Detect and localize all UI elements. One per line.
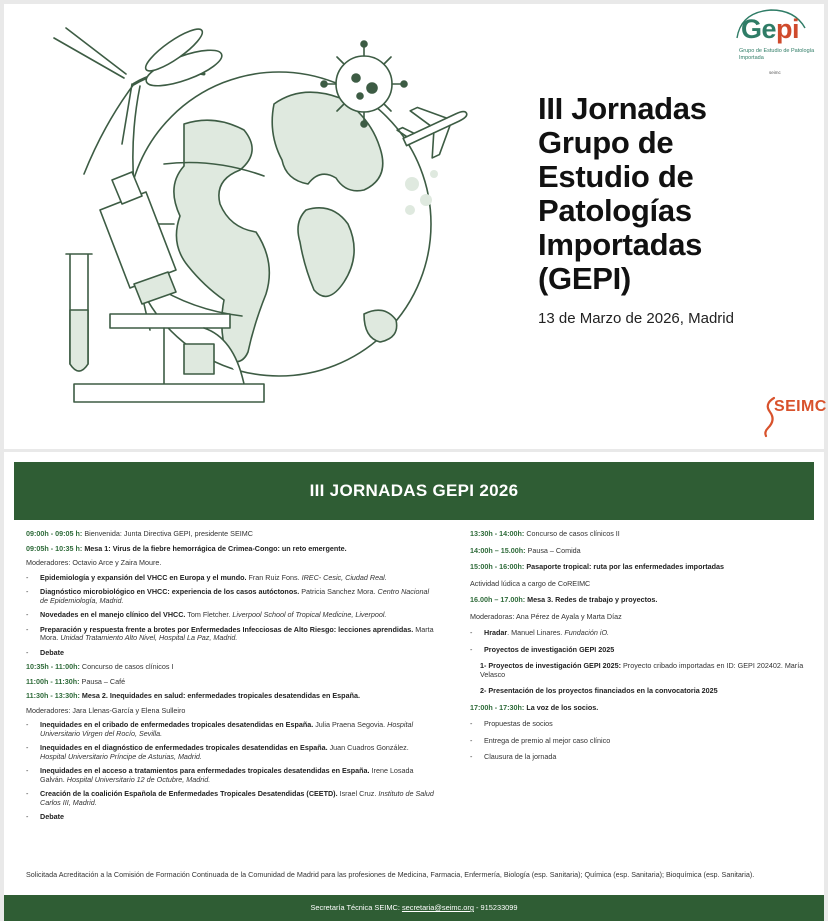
program-entry (470, 563, 804, 572)
session-title: Mesa 3. Redes de trabajo y proyectos. (525, 595, 658, 604)
bullet-dash: - (26, 766, 29, 775)
program-bullet-item (26, 744, 434, 761)
bullet-text (484, 737, 804, 746)
bullet-text (40, 611, 434, 620)
gepi-logo-word (741, 14, 799, 45)
entry-text (26, 559, 161, 568)
session-title: Inequidades en el acceso a tratamientos para enfermedades tropicales desatendidas en España. (40, 766, 370, 775)
session-title: Preparación y respuesta frente a brotes por Enfermedades Infecciosas de Alto Riesgo: lecciones aprendidas. (40, 624, 414, 634)
time-slot: 09:00h - 09:05 h: (26, 529, 83, 538)
bullet-dash: - (26, 812, 29, 821)
affiliation: Centro Nacional de Epidemiología, Madrid. (40, 587, 430, 605)
program-bullet-item (470, 646, 804, 655)
session-detail: Julia Praena Segovia. (313, 720, 388, 729)
session-title: Hradar (484, 628, 508, 637)
bullet-dash: - (26, 624, 29, 634)
footer-label: Secretaría Técnica SEIMC: (310, 903, 400, 912)
time-slot: 15:00h - 16:00h: (470, 562, 525, 571)
session-title: Mesa 2. Inequidades en salud: enfermedades tropicales desatendidas en España. (79, 691, 360, 700)
bullet-text (484, 720, 804, 729)
session-detail: Pausa – Café (79, 676, 126, 686)
session-title: 1- Proyectos de investigación GEPI 2025: (480, 661, 622, 670)
program-bullet-item (470, 753, 804, 762)
entry-text (480, 687, 718, 696)
bullet-text (484, 629, 804, 638)
bullet-text (40, 767, 434, 784)
session-title: Diagnóstico microbiológico en VHCC: experiencia de los casos autóctonos. (40, 587, 300, 596)
program-bullet-item (26, 767, 434, 784)
session-detail: Concurso de casos clínicos I (79, 662, 174, 671)
session-detail: Propuestas de socios (484, 719, 553, 728)
program-bullet-item (26, 574, 434, 583)
session-title: Inequidades en el cribado de enfermedades tropicales desatendidas en España. (40, 720, 314, 729)
session-detail: : Octavio Arce y Zaira Moure. (68, 558, 162, 567)
entry-text (470, 530, 620, 539)
bullet-text (40, 813, 434, 822)
program-entry (470, 662, 804, 679)
program-bullet-item (26, 813, 434, 822)
program-right-column (470, 530, 804, 762)
bullet-dash: - (470, 644, 473, 654)
session-title: Debate (40, 647, 64, 657)
bullet-text (40, 721, 434, 738)
gepi-logo-subtitle: Grupo de Estudio de Patología Importada (739, 48, 815, 61)
program-sheet (4, 452, 824, 921)
session-title: La voz de los socios. (524, 702, 599, 712)
main-title (538, 92, 818, 296)
program-left-column (26, 530, 434, 822)
session-detail: Pausa – Comida (525, 545, 581, 555)
seimc-logo (758, 392, 827, 438)
program-bullet-item (26, 611, 434, 620)
program-entry (26, 707, 434, 716)
bullet-dash: - (470, 752, 473, 761)
session-title: Inequidades en el diagnóstico de enfermedades tropicales desatendidas en España. (40, 743, 328, 752)
entry-text (480, 662, 804, 679)
session-title: Mesa 1: Virus de la fiebre hemorrágica de Crimea-Congo: un reto emergente. (82, 543, 347, 553)
affiliation: IREC- Cesic, Ciudad Real. (301, 572, 387, 582)
gepi-logo (731, 8, 815, 80)
session-detail: Concurso de casos clínicos II (524, 529, 620, 538)
affiliation: Unidad Tratamiento Alto Nivel, Hospital La Paz, Madrid. (60, 633, 238, 642)
main-title-line: Estudio de (538, 159, 694, 194)
session-detail: Patricia Sanchez Mora. (299, 587, 378, 596)
program-bullet-item (26, 626, 434, 643)
bullet-dash: - (26, 587, 29, 596)
bullet-dash: - (470, 628, 473, 637)
program-header: III JORNADAS GEPI 2026 (14, 462, 814, 520)
test-tube-icon (66, 254, 92, 371)
entry-text (470, 704, 598, 713)
affiliation: Hospital Universitario 12 de Octubre, Madrid. (66, 774, 211, 784)
session-detail: . Manuel Linares. (507, 628, 565, 637)
footer-email-link[interactable]: secretaria@seimc.org (401, 903, 474, 912)
bullet-text (484, 753, 804, 762)
bullet-text (484, 646, 804, 655)
program-bullet-item (26, 790, 434, 807)
program-bullet-item (470, 720, 804, 729)
bullet-dash: - (26, 610, 29, 619)
program-entry (26, 545, 434, 554)
entry-text (26, 545, 347, 554)
bullet-dash: - (26, 572, 29, 582)
session-detail: : Ana Pérez de Ayala y Marta Díaz (512, 611, 622, 621)
bullet-text (40, 649, 434, 658)
main-title-line: Importadas (538, 227, 703, 262)
affiliation: Liverpool School of Tropical Medicine, Liverpool. (232, 610, 387, 619)
program-entry (26, 559, 434, 568)
seimc-logo-word: SEIMC (774, 398, 827, 415)
time-slot: 16.00h – 17.00h: (470, 595, 526, 604)
session-title: Creación de la coalición Española de Enfermedades Tropicales Desatendidas (CEETD). (40, 789, 338, 798)
session-detail: Israel Cruz. (337, 789, 379, 798)
affiliation: Instituto de Salud Carlos III, Madrid. (40, 789, 434, 807)
affiliation: Fundación iO. (564, 628, 610, 637)
program-bullet-item (470, 737, 804, 746)
session-detail: Tom Fletcher. (185, 610, 233, 619)
session-detail: Fran Ruiz Fons. (246, 572, 302, 582)
title-block (538, 92, 818, 327)
program-entry (26, 678, 434, 687)
bullet-dash: - (26, 743, 29, 752)
bullet-text (40, 626, 434, 643)
session-detail: Marta Mora. (40, 624, 434, 642)
session-detail: Bienvenida: Junta Directiva GEPI, presidente SEIMC (82, 529, 253, 538)
moderators-label: Moderadoras (470, 611, 513, 621)
event-date: 13 de Marzo de 2026, Madrid (538, 310, 734, 327)
bullet-dash: - (26, 647, 29, 657)
session-title: 2- Presentación de los proyectos financiados en la convocatoria 2025 (480, 686, 718, 695)
bullet-dash: - (26, 720, 29, 729)
bullet-text (40, 588, 434, 605)
time-slot: 11:00h - 11:30h: (26, 676, 80, 686)
session-title: Novedades en el manejo clínico del VHCC. (40, 610, 186, 619)
footer-separator: - (476, 903, 481, 912)
program-bullet-item (26, 649, 434, 658)
affiliation: Hospital Universitario Virgen del Rocío, Sevilla. (40, 720, 414, 738)
globe-icon (127, 72, 431, 376)
entry-text (26, 530, 253, 539)
program-entry (26, 663, 434, 672)
program-entry (26, 530, 434, 539)
entry-text (26, 707, 185, 716)
main-title-line: (GEPI) (538, 261, 631, 296)
session-title: Debate (40, 812, 64, 821)
session-detail: Irene Losada Galván. (40, 766, 414, 784)
footer-phone: 915233099 (480, 903, 518, 912)
program-entry (470, 596, 804, 605)
bullet-text (40, 574, 434, 583)
gepi-logo-pi: pi (776, 14, 800, 44)
bullet-dash: - (26, 789, 29, 798)
time-slot: 13:30h - 14:00h: (470, 529, 525, 538)
main-title-line: Grupo de (538, 125, 674, 160)
moderators-label: Moderadores (26, 705, 69, 715)
program-bullet-item (26, 721, 434, 738)
program-entry (470, 704, 804, 713)
entry-text (470, 580, 590, 589)
time-slot: 17:00h - 17:30h: (470, 702, 525, 712)
program-entry (470, 547, 804, 556)
session-detail: Entrega de premio al mejor caso clínico (484, 735, 611, 745)
gepi-logo-ge: Ge (741, 14, 777, 44)
bullet-dash: - (470, 719, 473, 728)
affiliation: Hospital Universitario Príncipe de Asturias, Madrid. (40, 751, 202, 761)
program-entry (470, 530, 804, 539)
time-slot: 10:35h - 11:00h: (26, 662, 80, 671)
program-entry (26, 692, 434, 701)
program-entry (470, 580, 804, 589)
entry-text (470, 596, 657, 605)
gepi-logo-small: seimc (769, 70, 781, 75)
session-detail: Juan Cuadros González. (327, 743, 409, 752)
entry-text (470, 563, 724, 572)
entry-text (26, 678, 125, 687)
time-slot: 11:30h - 13:30h: (26, 691, 80, 700)
bullet-text (40, 790, 434, 807)
main-title-line: Patologías (538, 193, 692, 228)
session-detail: Actividad lúdica a cargo de CoREIMC (470, 578, 591, 588)
moderators-label: Moderadores (26, 558, 69, 567)
globe-illustration (14, 14, 484, 434)
bullet-text (40, 744, 434, 761)
session-title: Epidemiología y expansión del VHCC en Europa y el mundo. (40, 572, 247, 582)
event-banner (4, 4, 827, 449)
program-bullet-item (470, 629, 804, 638)
accreditation-note: Solicitada Acreditación a la Comisión de Formación Continuada de la Comunidad de Madrid para las profesiones de Medicina, Farmacia, Enfermería, Biología (esp. Sanitaria); Química (esp. Sanitaria); Bioquímica (esp. Sanitaria). (26, 870, 755, 879)
session-detail: Proyecto cribado importadas en ID: GEPI 202402. María Velasco (480, 661, 804, 679)
entry-text (470, 547, 581, 556)
time-slot: 14:00h – 15.00h: (470, 545, 526, 555)
program-bullet-item (26, 588, 434, 605)
footer-bar (4, 895, 824, 921)
entry-text (470, 613, 622, 622)
program-entry (470, 613, 804, 622)
bullet-dash: - (470, 735, 473, 745)
session-detail: : Jara Llenas-García y Elena Sulleiro (68, 705, 186, 715)
entry-text (26, 692, 360, 701)
session-title: Pasaporte tropical: ruta por las enfermedades importadas (524, 562, 725, 571)
time-slot: 09:05h - 10:35 h: (26, 543, 83, 553)
main-title-line: III Jornadas (538, 91, 707, 126)
entry-text (26, 663, 173, 672)
session-detail: Clausura de la jornada (484, 752, 557, 761)
program-entry (470, 687, 804, 696)
session-title: Proyectos de investigación GEPI 2025 (484, 644, 615, 654)
